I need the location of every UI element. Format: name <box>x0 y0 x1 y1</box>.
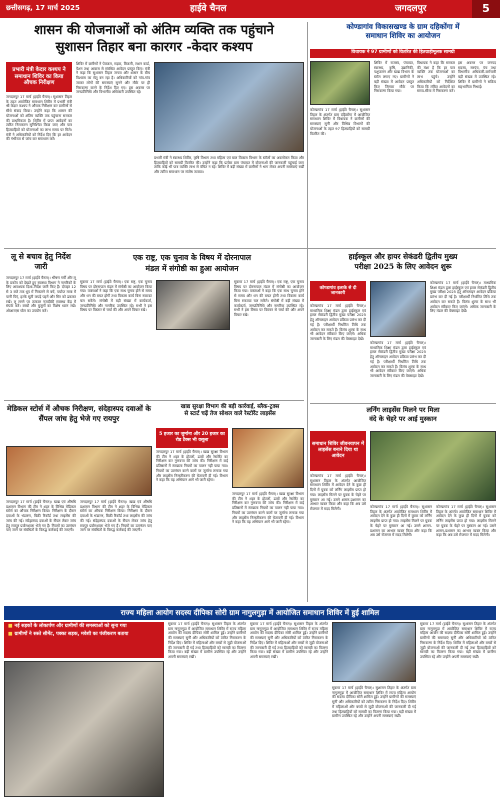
lead-column-2: शिविर में ग्रामीणों ने पेयजल, सड़क, बिजली, राशन कार्ड, पेंशन तथा आवास से संबंधित आवेदन प्रस्तुत किए। मंत्री ने कहा कि सुशासन तिहार जनता और शासन के बीच विश्वास का सेतु बन रहा है। अधिकारियों को गांव-गांव जाकर लोगों की समस्याएं सुनने और मौके पर ही निराकरण करने के निर्देश दिए गए। इस अवसर पर जनप्रतिनिधि और विभागीय अधिकारी उपस्थित रहे। <box>76 62 152 95</box>
license-photo <box>370 431 496 501</box>
lead-headline-line-1: शासन की योजनाओं को अंतिम व्यक्ति तक पहुंचाने <box>34 23 274 38</box>
food-headline-line-1: खाद्य सुरक्षा विभाग की बड़ी कार्रवाई, ब्लैक-ट्रक्स <box>180 404 280 410</box>
medical-column-2: जगदलपुर 17 मार्च (हाईवे चैनल)। खाद्य एवं औषधि प्रशासन विभाग की टीम ने शहर के विभिन्न मेडिकल स्टोर्स का औचक निरीक्षण किया। निरीक्षण के दौरान दवाओं के भंडारण, बिक्री रिकॉर्ड तथा लाइसेंस की जांच की गई। संदेहास्पद दवाओं के सैंपल लेकर जांच हेतु रायपुर प्रयोगशाला भेजे गए हैं। नियमों का उल्लंघन पाए जाने पर संबंधितों के विरुद्ध कार्रवाई की जाएगी। <box>80 500 154 533</box>
food-headline-line-2: से स्टार्ट चढ़ें तेज सोशल वाले रेस्टोरेंट लाइसेंस <box>184 411 276 418</box>
exam-photo <box>370 281 426 337</box>
lead-photo <box>154 62 304 152</box>
camp-column-2: शिविर में राजस्व, पंचायत, स्वास्थ्य, कृषि, उद्यानिकी, पशुपालन और खाद्य विभाग के स्टॉल लगाए गए। ग्रामीणों ने बड़ी संख्या में आवेदन प्रस्तुत किए जिनका मौके पर निराकरण किया गया। <box>374 61 416 94</box>
women-bullets <box>4 622 164 658</box>
masthead-date: छत्तीसगढ़, 17 मार्च 2025 <box>6 4 80 12</box>
exam-column-2: कोण्डागांव 17 मार्च (हाईवे चैनल)। माध्यमिक शिक्षा मंडल द्वारा हाईस्कूल एवं हायर सेकंडरी द्वितीय मुख्य परीक्षा 2025 हेतु ऑनलाइन आवेदन प्रक्रिया प्रारंभ कर दी गई है। परीक्षार्थी निर्धारित तिथि तक आवेदन कर सकते हैं। विलंब शुल्क के साथ भी आवेदन स्वीकार किए जाएंगे। अधिक जानकारी के लिए मंडल की वेबसाइट देखें। <box>370 341 428 378</box>
medical-column-1: जगदलपुर 17 मार्च (हाईवे चैनल)। खाद्य एवं औषधि प्रशासन विभाग की टीम ने शहर के विभिन्न मेडिकल स्टोर्स का औचक निरीक्षण किया। निरीक्षण के दौरान दवाओं के भंडारण, बिक्री रिकॉर्ड तथा लाइसेंस की जांच की गई। संदेहास्पद दवाओं के सैंपल लेकर जांच हेतु रायपुर प्रयोगशाला भेजे गए हैं। नियमों का उल्लंघन पाए जाने पर संबंधितों के विरुद्ध कार्रवाई की जाएगी। <box>6 500 78 533</box>
women-column-2: सुकमा 17 मार्च (हाईवे चैनल)। सुशासन तिहार के अंतर्गत ग्राम नागुलगुड़ा में आयोजित समाधान शिविर में राज्य महिला आयोग की सदस्य दीपिका सोरी शामिल हुईं। उन्होंने ग्रामीणों की समस्याएं सुनीं और अधिकारियों को त्वरित निराकरण के निर्देश दिए। शिविर में महिलाओं और बच्चों से जुड़ी योजनाओं की जानकारी दी गई तथा हितग्राहियों को सामग्री का वितरण किया गया। बड़ी संख्या में ग्रामीण उपस्थित रहे और उन्होंने अपनी समस्याएं रखीं। <box>250 622 330 659</box>
camp-kicker: विधायक ने 97 ग्रामीणों को वितरित की हितग्राहीमूलक सामग्री <box>310 49 496 58</box>
camp-headline-line-1: कोण्डागांव विकासखण्ड के ग्राम दहिकोंगा में <box>346 22 460 31</box>
women-column-4: सुकमा 17 मार्च (हाईवे चैनल)। सुशासन तिहार के अंतर्गत ग्राम नागुलगुड़ा में आयोजित समाधान शिविर में राज्य महिला आयोग की सदस्य दीपिका सोरी शामिल हुईं। उन्होंने ग्रामीणों की समस्याएं सुनीं और अधिकारियों को त्वरित निराकरण के निर्देश दिए। शिविर में महिलाओं और बच्चों से जुड़ी योजनाओं की जानकारी दी गई तथा हितग्राहियों को सामग्री का वितरण किया गया। बड़ी संख्या में ग्रामीण उपस्थित रहे और उन्होंने अपनी समस्याएं रखीं। <box>420 622 498 659</box>
food-headline <box>156 404 304 426</box>
women-column-1: सुकमा 17 मार्च (हाईवे चैनल)। सुशासन तिहार के अंतर्गत ग्राम नागुलगुड़ा में आयोजित समाधान शिविर में राज्य महिला आयोग की सदस्य दीपिका सोरी शामिल हुईं। उन्होंने ग्रामीणों की समस्याएं सुनीं और अधिकारियों को त्वरित निराकरण के निर्देश दिए। शिविर में महिलाओं और बच्चों से जुड़ी योजनाओं की जानकारी दी गई तथा हितग्राहियों को सामग्री का वितरण किया गया। बड़ी संख्या में ग्रामीण उपस्थित रहे और उन्होंने अपनी समस्याएं रखीं। <box>168 622 248 659</box>
camp-column-1: कोण्डागांव 17 मार्च (हाईवे चैनल)। सुशासन तिहार के अंतर्गत ग्राम दहिकोंगा में आयोजित समाधान शिविर में विधायक ने ग्रामीणों की समस्याएं सुनीं और विभिन्न विभागों की योजनाओं के तहत 97 हितग्राहियों को सामग्री वितरित की। <box>310 108 372 136</box>
seminar-headline-line-1: एक राष्ट्र, एक चुनाव के विषय में दोरनापाल <box>132 253 251 262</box>
column-separator <box>307 22 308 602</box>
masthead-paper-name: हाईवे चैनल <box>190 4 227 14</box>
loo-text: जगदलपुर 17 मार्च (हाईवे चैनल)। भीषण गर्मी और लू के प्रकोप को देखते हुए स्वास्थ्य विभाग ने नागरिकों के लिए आवश्यक दिशा-निर्देश जारी किए हैं। दोपहर 12 से 3 बजे तक धूप में निकलने से बचें, पर्याप्त मात्रा में पानी पिएं, हल्के सूती कपड़े पहनें और सिर को ढककर रखें। लू लगने पर तत्काल नजदीकी स्वास्थ्य केंद्र में संपर्क करें। बच्चों और बुजुर्गों का विशेष ध्यान रखें। ओआरएस घोल का उपयोग करें। <box>6 276 78 313</box>
license-column-1: कोण्डागांव 17 मार्च (हाईवे चैनल)। सुशासन तिहार के अंतर्गत आयोजित समाधान शिविर में आवेदन देने के कुछ ही दिनों में युवक को लर्निंग लाइसेंस प्राप्त हो गया। लाइसेंस मिलने पर युवक के चेहरे पर मुस्कान आ गई। उसने शासन-प्रशासन का आभार व्यक्त किया और कहा कि अब उसे रोजगार में मदद मिलेगी। <box>310 474 368 511</box>
women-photo-secondary <box>332 622 416 682</box>
medical-headline: मेडिकल स्टोर्स में औचक निरीक्षण, संदेहास्पद दवाओं के सैंपल जांच हेतु भेजे गए रायपुर <box>7 404 151 423</box>
food-photo <box>232 428 304 488</box>
license-column-2: कोण्डागांव 17 मार्च (हाईवे चैनल)। सुशासन तिहार के अंतर्गत आयोजित समाधान शिविर में आवेदन देने के कुछ ही दिनों में युवक को लर्निंग लाइसेंस प्राप्त हो गया। लाइसेंस मिलने पर युवक के चेहरे पर मुस्कान आ गई। उसने शासन-प्रशासन का आभार व्यक्त किया और कहा कि अब उसे रोजगार में मदद मिलेगी। <box>370 505 434 538</box>
masthead-page-number: 5 <box>472 0 500 18</box>
divider <box>4 400 304 401</box>
camp-photo <box>310 61 370 105</box>
masthead <box>0 0 500 18</box>
lead-headline <box>4 22 304 58</box>
medical-photo <box>6 446 152 496</box>
camp-headline <box>310 22 496 48</box>
camp-headline-line-2: समाधान शिविर का आयोजन <box>365 31 441 40</box>
exam-kicker: कोण्डागांव इलाके से दी जानकारी <box>310 281 366 301</box>
seminar-headline <box>80 252 304 276</box>
license-headline-line-2: वंदे के चेहरे पर आई मुस्कान <box>369 415 437 423</box>
exam-headline-line-2: परीक्षा 2025 के लिए आवेदन शुरू <box>354 262 452 271</box>
seminar-photo <box>156 280 230 330</box>
divider <box>310 403 496 404</box>
exam-column-3: कोण्डागांव 17 मार्च (हाईवे चैनल)। माध्यमिक शिक्षा मंडल द्वारा हाईस्कूल एवं हायर सेकंडरी द्वितीय मुख्य परीक्षा 2025 हेतु ऑनलाइन आवेदन प्रक्रिया प्रारंभ कर दी गई है। परीक्षार्थी निर्धारित तिथि तक आवेदन कर सकते हैं। विलंब शुल्क के साथ भी आवेदन स्वीकार किए जाएंगे। अधिक जानकारी के लिए मंडल की वेबसाइट देखें। <box>430 281 498 314</box>
women-bullet: ■ ग्रामीणों ने सस्ते सीमेंट, पक्का सड़क, मवेशी का पंजीकरण बताया <box>8 632 129 637</box>
exam-headline-line-1: हाईस्कूल और हायर सेकंडरी द्वितीय मुख्य <box>348 252 458 261</box>
women-headline: राज्य महिला आयोग सदस्य दीपिका सोरी ग्राम नागुलगुड़ा में आयोजित समाधान शिविर में हुई शामिल <box>4 606 496 620</box>
seminar-column-1: सुकमा 17 मार्च (हाईवे चैनल)। एक राष्ट्र, एक चुनाव विषय पर दोरनापाल मंडल में संगोष्ठी का आयोजन किया गया। वक्ताओं ने कहा कि एक साथ चुनाव होने से समय और धन की बचत होगी तथा विकास कार्य बिना रुकावट चल सकेंगे। संगोष्ठी में बड़ी संख्या में कार्यकर्ता, जनप्रतिनिधि और नागरिक उपस्थित रहे। सभी ने इस विषय पर विस्तार से चर्चा की और अपने विचार रखे। <box>80 280 154 313</box>
seminar-column-2: सुकमा 17 मार्च (हाईवे चैनल)। एक राष्ट्र, एक चुनाव विषय पर दोरनापाल मंडल में संगोष्ठी का आयोजन किया गया। वक्ताओं ने कहा कि एक साथ चुनाव होने से समय और धन की बचत होगी तथा विकास कार्य बिना रुकावट चल सकेंगे। संगोष्ठी में बड़ी संख्या में कार्यकर्ता, जनप्रतिनिधि और नागरिक उपस्थित रहे। सभी ने इस विषय पर विस्तार से चर्चा की और अपने विचार रखे। <box>234 280 306 317</box>
license-kicker: समाधान शिविर जीवनयापन में लाइसेंस बनाने दिया था आवेदन <box>310 431 366 471</box>
camp-column-3: विधायक ने कहा कि सरकार की मंशा है कि हर पात्र व्यक्ति तक योजनाओं का लाभ पहुंचे। उन्होंने अधिकारियों को निर्देशित किया कि लंबित आवेदनों का समय-सीमा में निराकरण करें। <box>417 61 457 94</box>
camp-column-4: इस अवसर पर जनपद सदस्य, सरपंच, पंच तथा विभागीय अधिकारी-कर्मचारी बड़ी संख्या में उपस्थित रहे। शिविर में ग्रामीणों ने सक्रिय सहभागिता निभाई। <box>458 61 498 89</box>
food-column-1: जगदलपुर 17 मार्च (हाईवे चैनल)। खाद्य सुरक्षा विभाग की टीम ने शहर के होटलों, ढाबों और रेस्टोरेंट का निरीक्षण कर गुणवत्ता की जांच की। निरीक्षण में कई प्रतिष्ठानों में स्वच्छता नियमों का पालन नहीं पाया गया। नियमों का उल्लंघन करने वालों पर जुर्माना लगाया गया और लाइसेंस निरस्तीकरण की चेतावनी दी गई। विभाग ने कहा कि यह अभियान आगे भी जारी रहेगा। <box>156 450 230 483</box>
lead-column-1: जगदलपुर 17 मार्च (हाईवे चैनल)। सुशासन तिहार के तहत आयोजित समाधान शिविर में प्रभारी मंत्री श्री केदार कश्यप ने औचक निरीक्षण कर ग्रामीणों से सीधे संवाद किया। उन्होंने कहा कि शासन की योजनाओं को अंतिम व्यक्ति तक पहुंचाना सरकार की प्राथमिकता है। शिविर में प्राप्त आवेदनों का त्वरित निराकरण सुनिश्चित किया जाए और पात्र हितग्राहियों को योजनाओं का लाभ समय पर मिले। मंत्री ने अधिकारियों को निर्देश दिए कि हर आवेदन की गंभीरता से जांच कर समाधान करें। <box>6 95 74 142</box>
women-bullet: ■ नई सड़कों के लोकार्पण और ग्रामीणों की समस्याओं को सुना गया <box>8 624 127 629</box>
license-headline-line-1: लर्निंग लाइसेंस मिलने पर मिला <box>366 406 440 414</box>
lead-kicker: प्रभारी मंत्री केदार कश्यप ने समाधान शिविर का किया औचक निरीक्षण <box>6 62 72 92</box>
masthead-city: जगदलपुर <box>395 4 427 14</box>
lead-headline-line-2: सुशासन तिहार बना कारगर -केदार कश्यप <box>55 40 253 55</box>
seminar-headline-line-2: मंडल में संगोष्ठी का हुआ आयोजन <box>145 264 239 273</box>
women-column-3: सुकमा 17 मार्च (हाईवे चैनल)। सुशासन तिहार के अंतर्गत ग्राम नागुलगुड़ा में आयोजित समाधान शिविर में राज्य महिला आयोग की सदस्य दीपिका सोरी शामिल हुईं। उन्होंने ग्रामीणों की समस्याएं सुनीं और अधिकारियों को त्वरित निराकरण के निर्देश दिए। शिविर में महिलाओं और बच्चों से जुड़ी योजनाओं की जानकारी दी गई तथा हितग्राहियों को सामग्री का वितरण किया गया। बड़ी संख्या में ग्रामीण उपस्थित रहे और उन्होंने अपनी समस्याएं रखीं। <box>332 686 418 719</box>
exam-column-1: कोण्डागांव 17 मार्च (हाईवे चैनल)। माध्यमिक शिक्षा मंडल द्वारा हाईस्कूल एवं हायर सेकंडरी द्वितीय मुख्य परीक्षा 2025 हेतु ऑनलाइन आवेदन प्रक्रिया प्रारंभ कर दी गई है। परीक्षार्थी निर्धारित तिथि तक आवेदन कर सकते हैं। विलंब शुल्क के साथ भी आवेदन स्वीकार किए जाएंगे। अधिक जानकारी के लिए मंडल की वेबसाइट देखें। <box>310 304 368 341</box>
lead-column-3: प्रभारी मंत्री ने स्वास्थ्य शिविर, कृषि विभाग तथा महिला एवं बाल विकास विभाग के स्टॉलों का अवलोकन किया और हितग्राहियों को सामग्री वितरित की। उन्होंने कहा कि प्रत्येक ग्राम पंचायत में योजनाओं की जानकारी पहुंचाई जाए ताकि कोई भी पात्र व्यक्ति लाभ से वंचित न रहे। शिविर में बड़ी संख्या में ग्रामीणों ने भाग लेकर अपनी समस्याएं रखीं और त्वरित समाधान पर संतोष जताया। <box>154 156 306 175</box>
exam-headline <box>310 252 496 278</box>
women-photo <box>4 661 164 797</box>
food-kicker: 5 हजार का जुर्माना और 20 हजार का रोड टैक्स भी वसूला <box>156 428 228 448</box>
divider <box>4 248 496 249</box>
loo-headline: लू से बचाव हेतु निर्देश जारी <box>11 252 71 271</box>
license-column-3: कोण्डागांव 17 मार्च (हाईवे चैनल)। सुशासन तिहार के अंतर्गत आयोजित समाधान शिविर में आवेदन देने के कुछ ही दिनों में युवक को लर्निंग लाइसेंस प्राप्त हो गया। लाइसेंस मिलने पर युवक के चेहरे पर मुस्कान आ गई। उसने शासन-प्रशासन का आभार व्यक्त किया और कहा कि अब उसे रोजगार में मदद मिलेगी। <box>436 505 498 538</box>
food-column-2: जगदलपुर 17 मार्च (हाईवे चैनल)। खाद्य सुरक्षा विभाग की टीम ने शहर के होटलों, ढाबों और रेस्टोरेंट का निरीक्षण कर गुणवत्ता की जांच की। निरीक्षण में कई प्रतिष्ठानों में स्वच्छता नियमों का पालन नहीं पाया गया। नियमों का उल्लंघन करने वालों पर जुर्माना लगाया गया और लाइसेंस निरस्तीकरण की चेतावनी दी गई। विभाग ने कहा कि यह अभियान आगे भी जारी रहेगा। <box>232 492 306 525</box>
license-headline <box>310 406 496 428</box>
